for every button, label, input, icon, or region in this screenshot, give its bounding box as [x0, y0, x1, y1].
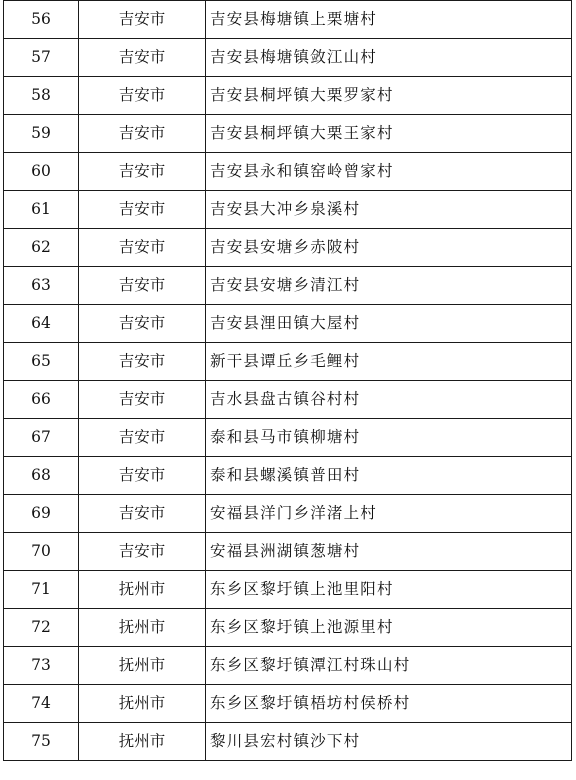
village-name: 吉安县永和镇窑岭曾家村: [206, 153, 572, 191]
village-name: 吉安县梅塘镇上栗塘村: [206, 1, 572, 39]
city-name: 吉安市: [79, 267, 206, 305]
table-row: [4, 39, 572, 77]
row-number: 64: [4, 305, 79, 343]
village-name: 安福县洲湖镇葱塘村: [206, 533, 572, 571]
row-number: 63: [4, 267, 79, 305]
row-number: 61: [4, 191, 79, 229]
row-number: 70: [4, 533, 79, 571]
village-name: 东乡区黎圩镇上池源里村: [206, 609, 572, 647]
row-number: 73: [4, 647, 79, 685]
row-number: 75: [4, 723, 79, 761]
city-name: 吉安市: [79, 495, 206, 533]
village-name: 黎川县宏村镇沙下村: [206, 723, 572, 761]
row-number: 56: [4, 1, 79, 39]
table-row: [4, 229, 572, 267]
city-name: 吉安市: [79, 533, 206, 571]
row-number: 72: [4, 609, 79, 647]
table-row: [4, 533, 572, 571]
city-name: 吉安市: [79, 191, 206, 229]
table-row: [4, 457, 572, 495]
city-name: 吉安市: [79, 305, 206, 343]
city-name: 抚州市: [79, 685, 206, 723]
village-list-table: [3, 0, 572, 761]
city-name: 抚州市: [79, 647, 206, 685]
row-number: 57: [4, 39, 79, 77]
table-row: [4, 1, 572, 39]
row-number: 59: [4, 115, 79, 153]
village-name: 吉安县梅塘镇敛江山村: [206, 39, 572, 77]
table-row: [4, 267, 572, 305]
table-row: [4, 153, 572, 191]
village-name: 吉安县大冲乡泉溪村: [206, 191, 572, 229]
village-name: 新干县谭丘乡毛鲤村: [206, 343, 572, 381]
table-row: [4, 647, 572, 685]
city-name: 吉安市: [79, 77, 206, 115]
city-name: 吉安市: [79, 457, 206, 495]
village-name: 吉安县桐坪镇大栗罗家村: [206, 77, 572, 115]
table-row: [4, 381, 572, 419]
row-number: 74: [4, 685, 79, 723]
table-row: [4, 343, 572, 381]
city-name: 抚州市: [79, 571, 206, 609]
table-row: [4, 305, 572, 343]
village-name: 吉安县桐坪镇大栗王家村: [206, 115, 572, 153]
row-number: 67: [4, 419, 79, 457]
village-name: 东乡区黎圩镇梧坊村侯桥村: [206, 685, 572, 723]
city-name: 抚州市: [79, 723, 206, 761]
table-row: [4, 191, 572, 229]
table-row: [4, 685, 572, 723]
row-number: 69: [4, 495, 79, 533]
village-name: 泰和县螺溪镇普田村: [206, 457, 572, 495]
row-number: 65: [4, 343, 79, 381]
table-row: [4, 419, 572, 457]
village-name: 东乡区黎圩镇潭江村珠山村: [206, 647, 572, 685]
village-name: 东乡区黎圩镇上池里阳村: [206, 571, 572, 609]
city-name: 吉安市: [79, 115, 206, 153]
row-number: 66: [4, 381, 79, 419]
city-name: 吉安市: [79, 39, 206, 77]
city-name: 吉安市: [79, 419, 206, 457]
village-list-body: [4, 1, 572, 761]
row-number: 62: [4, 229, 79, 267]
row-number: 60: [4, 153, 79, 191]
city-name: 抚州市: [79, 609, 206, 647]
table-row: [4, 609, 572, 647]
village-name: 吉水县盘古镇谷村村: [206, 381, 572, 419]
village-name: 吉安县浬田镇大屋村: [206, 305, 572, 343]
city-name: 吉安市: [79, 153, 206, 191]
table-row: [4, 571, 572, 609]
row-number: 71: [4, 571, 79, 609]
city-name: 吉安市: [79, 343, 206, 381]
table-row: [4, 495, 572, 533]
table-row: [4, 77, 572, 115]
village-name: 泰和县马市镇柳塘村: [206, 419, 572, 457]
village-name: 吉安县安塘乡清江村: [206, 267, 572, 305]
city-name: 吉安市: [79, 381, 206, 419]
village-name: 吉安县安塘乡赤陂村: [206, 229, 572, 267]
city-name: 吉安市: [79, 229, 206, 267]
city-name: 吉安市: [79, 1, 206, 39]
table-row: [4, 723, 572, 761]
village-name: 安福县洋门乡洋渚上村: [206, 495, 572, 533]
row-number: 58: [4, 77, 79, 115]
table-row: [4, 115, 572, 153]
row-number: 68: [4, 457, 79, 495]
